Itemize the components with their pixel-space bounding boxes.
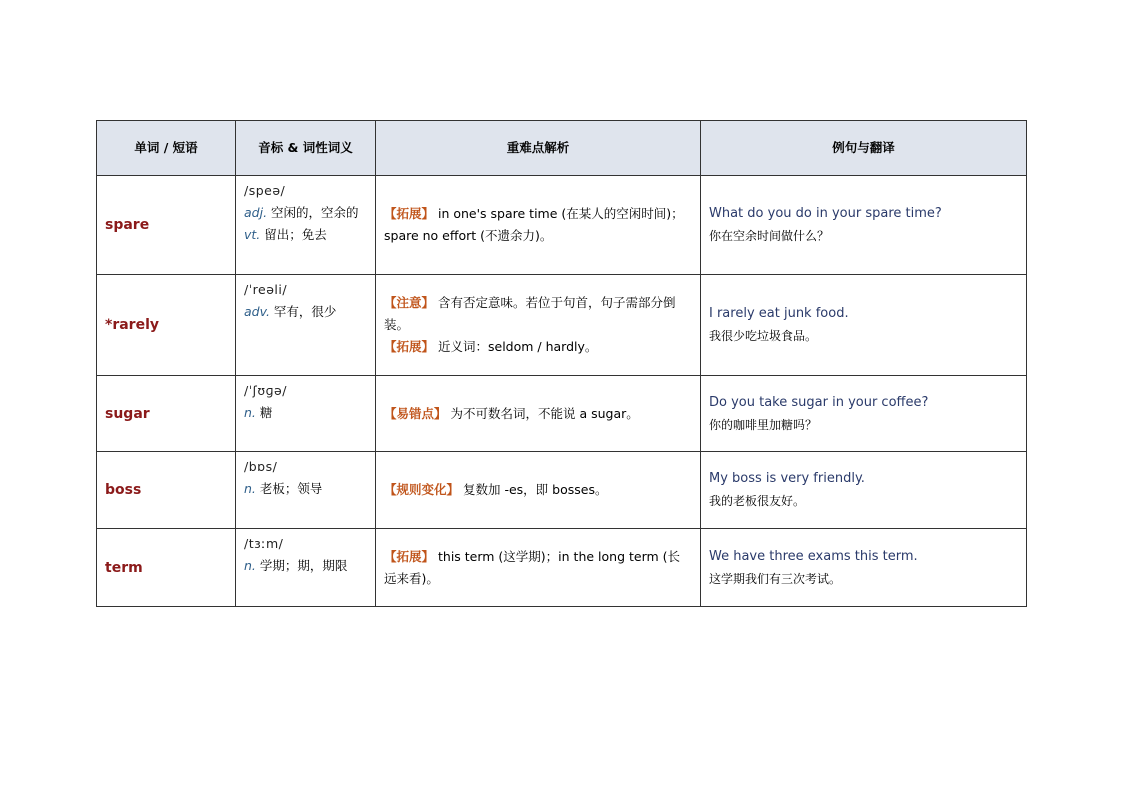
- vocabulary-table: [96, 120, 1027, 607]
- definition: 老板；领导: [255, 481, 323, 496]
- note-tag: 【规则变化】: [384, 482, 460, 497]
- definition: 留出；免去: [260, 227, 327, 242]
- word-label: spare: [105, 217, 150, 233]
- meaning-line: [244, 202, 367, 224]
- note-text: 含有否定意味。若位于句首，句子需部分倒装。: [384, 295, 676, 332]
- part-of-speech: n.: [244, 558, 256, 573]
- phonetic-meaning-cell: [236, 376, 376, 452]
- meaning-line: [244, 402, 367, 424]
- note-tag: 【拓展】: [384, 339, 435, 354]
- word-label: boss: [105, 482, 142, 498]
- example-english: What do you do in your spare time?: [709, 206, 942, 221]
- example-english: Do you take sugar in your coffee?: [709, 394, 929, 410]
- example-cell: [701, 376, 1027, 452]
- word-cell: [97, 176, 236, 275]
- example-cell: [701, 452, 1027, 529]
- example-english: I rarely eat junk food.: [709, 306, 849, 321]
- note-line: [384, 479, 692, 501]
- word-cell: [97, 452, 236, 529]
- note-tag: 【拓展】: [384, 548, 435, 564]
- phonetic-text: /ˈʃʊɡə/: [244, 383, 287, 398]
- example-chinese: 你在空余时间做什么？: [709, 229, 830, 243]
- meaning-line: [244, 478, 367, 500]
- note-text: 近义词：seldom / hardly。: [434, 339, 598, 354]
- meaning-line: [244, 301, 367, 323]
- word-label: sugar: [105, 405, 150, 422]
- key-points-cell: [376, 452, 701, 529]
- note-text: this term (这学期)；in the long term (长远来看)。: [384, 548, 681, 586]
- example-chinese: 这学期我们有三次考试。: [709, 571, 842, 586]
- header-phonetic-meaning: 音标 & 词性词义: [236, 121, 376, 176]
- note-text: 复数加 -es，即 bosses。: [459, 482, 608, 497]
- phonetic-text: /tɜːm/: [244, 536, 284, 551]
- definition: 糖: [255, 405, 273, 420]
- part-of-speech: adv.: [244, 304, 270, 319]
- header-key-points: 重难点解析: [376, 121, 701, 176]
- note-line: [384, 292, 692, 336]
- phonetic-text: /speə/: [244, 183, 286, 198]
- word-label: *rarely: [105, 317, 159, 333]
- note-line: [384, 203, 692, 247]
- phonetic-text: /bɒs/: [244, 459, 278, 474]
- example-chinese: 你的咖啡里加糖吗？: [709, 417, 818, 432]
- example-chinese: 我的老板很友好。: [709, 494, 806, 508]
- note-tag: 【易错点】: [384, 405, 447, 421]
- meaning-line: [244, 555, 367, 577]
- table-body: [97, 176, 1027, 607]
- key-points-cell: [376, 529, 701, 607]
- definition: 空闲的，空余的: [267, 205, 359, 220]
- word-label: term: [105, 559, 143, 576]
- phonetic-meaning-cell: [236, 529, 376, 607]
- key-points-cell: [376, 176, 701, 275]
- header-word: 单词 / 短语: [97, 121, 236, 176]
- example-chinese: 我很少吃垃圾食品。: [709, 329, 818, 343]
- header-row: [97, 121, 1027, 176]
- table-row: [97, 275, 1027, 376]
- definition: 学期；期，期限: [255, 558, 348, 573]
- example-cell: [701, 275, 1027, 376]
- table-row: [97, 176, 1027, 275]
- example-english: We have three exams this term.: [709, 548, 918, 564]
- example-english: My boss is very friendly.: [709, 471, 865, 486]
- note-text: in one's spare time (在某人的空闲时间)；spare no effort (不遗余力)。: [384, 206, 684, 243]
- note-line: [384, 546, 692, 590]
- meaning-line: [244, 224, 367, 246]
- note-tag: 【注意】: [384, 295, 435, 310]
- part-of-speech: adj.: [244, 205, 268, 220]
- note-tag: 【拓展】: [384, 206, 435, 221]
- word-cell: [97, 529, 236, 607]
- phonetic-meaning-cell: [236, 275, 376, 376]
- part-of-speech: n.: [244, 481, 256, 496]
- table-row: [97, 452, 1027, 529]
- part-of-speech: vt.: [244, 227, 261, 242]
- key-points-cell: [376, 275, 701, 376]
- word-cell: [97, 275, 236, 376]
- word-cell: [97, 376, 236, 452]
- table-row: [97, 529, 1027, 607]
- header-example: 例句与翻译: [701, 121, 1027, 176]
- table-row: [97, 376, 1027, 452]
- note-line: [384, 403, 692, 425]
- phonetic-meaning-cell: [236, 176, 376, 275]
- phonetic-meaning-cell: [236, 452, 376, 529]
- part-of-speech: n.: [244, 405, 256, 420]
- key-points-cell: [376, 376, 701, 452]
- definition: 罕有，很少: [269, 304, 337, 319]
- note-line: [384, 336, 692, 358]
- example-cell: [701, 176, 1027, 275]
- example-cell: [701, 529, 1027, 607]
- note-text: 为不可数名词，不能说 a sugar。: [446, 405, 639, 421]
- phonetic-text: /ˈreəli/: [244, 282, 288, 297]
